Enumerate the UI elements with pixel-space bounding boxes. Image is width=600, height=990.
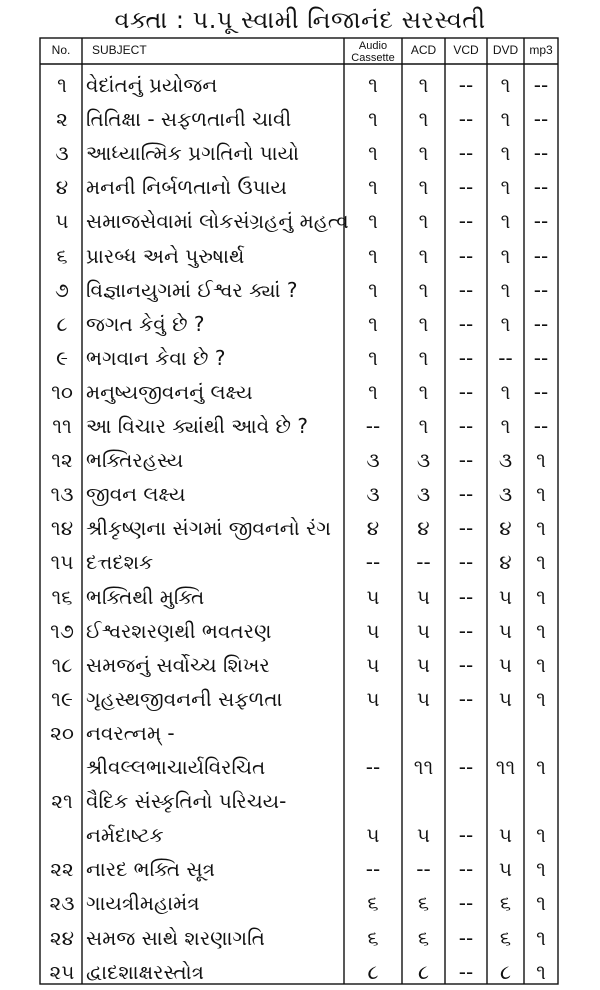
row-audio-cassette: ૧	[368, 278, 378, 302]
row-audio-cassette: --	[365, 857, 381, 881]
row-vcd: --	[458, 380, 474, 404]
row-subject: સમજ સાથે શરણાગતિ	[86, 926, 265, 950]
row-number: ૧૧	[52, 414, 72, 438]
row-vcd: --	[458, 175, 474, 199]
row-acd: ૧	[418, 414, 429, 438]
row-number: ૧૩	[50, 482, 74, 506]
row-acd: ૫	[416, 687, 431, 711]
row-audio-cassette: ૧	[368, 380, 378, 404]
row-subject: શ્રીકૃષ્ણના સંગમાં જીવનનો રંગ	[86, 516, 331, 540]
row-subject: ભગવાન કેવા છે ?	[86, 346, 226, 370]
row-vcd: --	[458, 209, 474, 233]
row-dvd: ૮	[500, 960, 511, 984]
row-vcd: --	[458, 926, 474, 950]
row-dvd: ૧	[500, 107, 511, 131]
row-subject: ઈશ્વરશરણથી ભવતરણ	[86, 619, 272, 643]
row-vcd: --	[458, 857, 474, 881]
row-subject: મનની નિર્બળતાનો ઉપાય	[86, 175, 287, 199]
row-dvd: ૪	[499, 516, 512, 540]
row-mp3: ૧	[536, 448, 546, 472]
row-mp3: ૧	[536, 516, 546, 540]
row-acd: ૧	[418, 380, 429, 404]
row-number: ૨૦	[50, 721, 74, 745]
row-acd: ૧	[418, 244, 429, 268]
row-number	[44, 751, 80, 783]
row-number: ૨૩	[49, 891, 75, 915]
row-vcd: --	[458, 516, 474, 540]
row-number: ૫	[55, 209, 69, 233]
row-acd: --	[416, 857, 431, 881]
row-number: ૨૫	[49, 960, 75, 984]
row-acd: ૫	[416, 823, 431, 847]
row-acd: ૧	[418, 141, 429, 165]
row-vcd: --	[458, 141, 474, 165]
row-audio-cassette: ૩	[366, 448, 380, 472]
row-mp3: --	[533, 346, 549, 370]
row-subject: સમજનું સર્વોચ્ચ શિખર	[86, 653, 270, 677]
row-acd: ૧	[418, 312, 429, 336]
row-number: ૨૧	[51, 789, 73, 813]
row-vcd: --	[458, 755, 474, 779]
row-number: ૧	[57, 73, 67, 97]
header-no: No.	[51, 43, 71, 57]
row-number: ૬	[56, 244, 68, 268]
row-subject: જગત કેવું છે ?	[86, 312, 205, 336]
row-vcd: --	[458, 107, 474, 131]
row-number: ૭	[55, 278, 69, 302]
row-dvd: --	[498, 346, 513, 370]
row-subject: દ્વાદશાક્ષરસ્તોત્ર	[86, 960, 204, 984]
row-subject: નર્મદાષ્ટક	[86, 823, 164, 847]
row-dvd: ૧	[500, 175, 511, 199]
row-number: ૧૭	[50, 619, 74, 643]
row-acd: ૫	[416, 585, 431, 609]
row-subject: ભક્તિથી મુક્તિ	[86, 585, 205, 609]
row-vcd: --	[458, 244, 474, 268]
row-audio-cassette: --	[365, 414, 381, 438]
row-number: ૮	[56, 312, 68, 336]
row-number	[44, 819, 80, 851]
row-dvd: ૫	[498, 619, 513, 643]
row-mp3: ૧	[536, 687, 546, 711]
row-mp3: ૧	[536, 857, 546, 881]
header-dvd: DVD	[492, 43, 519, 57]
row-audio-cassette: ૫	[366, 653, 380, 677]
row-subject: વેદાંતનું પ્રયોજન	[86, 73, 218, 97]
row-mp3: ૧	[536, 482, 546, 506]
row-subject: મનુષ્યજીવનનું લક્ષ્ય	[86, 380, 253, 404]
row-mp3: ૧	[536, 755, 546, 779]
row-subject: ભક્તિરહસ્ય	[86, 448, 184, 472]
row-number: ૯	[56, 346, 68, 370]
row-audio-cassette: ૧	[368, 346, 378, 370]
row-subject: શ્રીવલ્લભાચાર્યવિરચિત	[86, 755, 266, 779]
row-mp3: --	[533, 244, 549, 268]
row-dvd: ૧	[500, 380, 511, 404]
row-mp3: ૧	[536, 891, 546, 915]
row-audio-cassette: ૫	[366, 687, 380, 711]
row-audio-cassette: ૫	[366, 585, 380, 609]
row-number: ૧૨	[51, 448, 73, 472]
row-audio-cassette: ૮	[367, 960, 379, 984]
row-acd: --	[416, 550, 431, 574]
row-acd: ૩	[416, 482, 431, 506]
row-mp3: --	[533, 312, 549, 336]
row-mp3: ૧	[536, 926, 546, 950]
row-acd	[402, 717, 445, 749]
row-number: ૧૫	[50, 550, 74, 574]
row-acd: ૧	[418, 209, 429, 233]
row-mp3: --	[533, 380, 549, 404]
row-audio-cassette: ૬	[367, 891, 379, 915]
row-vcd: --	[458, 891, 474, 915]
row-audio-cassette: ૬	[367, 926, 379, 950]
row-subject: નારદ ભક્તિ સૂત્ર	[86, 857, 215, 881]
row-number: ૧૦	[51, 380, 73, 404]
row-vcd: --	[458, 687, 474, 711]
row-number: ૧૯	[51, 687, 73, 711]
row-vcd: --	[458, 585, 474, 609]
row-subject: દત્તદશક	[86, 550, 154, 574]
row-dvd: ૩	[498, 448, 513, 472]
row-number: ૨૨	[50, 857, 74, 881]
header-vcd: VCD	[453, 43, 479, 57]
row-dvd: ૧	[500, 73, 511, 97]
row-dvd: ૫	[498, 585, 513, 609]
row-dvd: ૧	[500, 278, 511, 302]
row-acd: ૧૧	[413, 755, 434, 779]
row-audio-cassette: ૧	[368, 209, 378, 233]
row-mp3: --	[533, 73, 549, 97]
row-mp3: ૧	[536, 619, 546, 643]
row-dvd: ૬	[499, 891, 512, 915]
row-audio-cassette	[344, 717, 402, 749]
row-subject: જીવન લક્ષ્ય	[86, 482, 186, 506]
row-audio-cassette: ૧	[368, 141, 378, 165]
row-acd: ૮	[418, 960, 429, 984]
row-acd: ૬	[417, 891, 430, 915]
row-subject: આ વિચાર ક્યાંથી આવે છે ?	[86, 414, 308, 438]
row-audio-cassette: ૧	[368, 312, 378, 336]
row-acd	[402, 785, 445, 817]
row-audio-cassette: --	[365, 550, 381, 574]
row-acd: ૧	[418, 73, 429, 97]
row-dvd: ૫	[498, 687, 513, 711]
row-subject: વિજ્ઞાનયુગમાં ઈશ્વર ક્યાં ?	[86, 278, 298, 302]
row-mp3: --	[533, 141, 549, 165]
row-audio-cassette: ૧	[368, 107, 378, 131]
row-number: ૧૮	[51, 653, 73, 677]
row-mp3	[524, 717, 558, 749]
row-subject: સમાજસેવામાં લોકસંગ્રહનું મહત્વ	[86, 209, 349, 233]
row-dvd: ૫	[498, 653, 513, 677]
row-mp3: --	[533, 175, 549, 199]
row-acd: ૫	[416, 653, 431, 677]
row-vcd: --	[458, 73, 474, 97]
row-vcd: --	[458, 823, 474, 847]
row-subject: પ્રારબ્ધ અને પુરુષાર્થ	[86, 244, 245, 268]
page-title: વક્તા : પ.પૂ સ્વામી નિજાનંદ સરસ્વતી	[114, 6, 486, 34]
row-acd: ૧	[418, 278, 429, 302]
row-audio-cassette: ૩	[366, 482, 380, 506]
row-audio-cassette: ૪	[366, 516, 380, 540]
row-dvd: ૬	[499, 926, 512, 950]
row-subject: વૈદિક સંસ્કૃતિનો પરિચય-	[86, 789, 287, 813]
row-mp3: ૧	[536, 823, 546, 847]
row-dvd	[487, 717, 524, 749]
row-vcd: --	[458, 278, 474, 302]
row-audio-cassette: ૫	[366, 823, 380, 847]
row-audio-cassette: --	[365, 755, 381, 779]
row-vcd: --	[458, 312, 474, 336]
row-dvd: ૧૧	[495, 755, 516, 779]
row-audio-cassette: ૧	[368, 175, 378, 199]
row-number: ૧૬	[51, 585, 73, 609]
row-mp3: ૧	[536, 585, 546, 609]
row-dvd: ૫	[498, 823, 513, 847]
row-vcd	[445, 717, 487, 749]
row-vcd: --	[458, 619, 474, 643]
row-subject: આધ્યાત્મિક પ્રગતિનો પાયો	[86, 141, 299, 165]
row-audio-cassette: ૧	[368, 73, 378, 97]
row-subject: ગાયત્રીમહામંત્ર	[86, 891, 200, 915]
row-dvd: ૧	[500, 141, 511, 165]
row-audio-cassette: ૧	[368, 244, 378, 268]
row-acd: ૪	[417, 516, 430, 540]
row-subject: તિતિક્ષા - સફળતાની ચાવી	[86, 107, 292, 131]
row-subject: નવરત્નમ્ -	[86, 721, 175, 745]
row-dvd: ૩	[498, 482, 513, 506]
row-number: ૪	[55, 175, 69, 199]
row-vcd	[445, 785, 487, 817]
row-vcd: --	[458, 346, 474, 370]
row-dvd: ૧	[500, 244, 511, 268]
row-number: ૨૪	[49, 926, 75, 950]
row-acd: ૧	[418, 175, 429, 199]
row-mp3: --	[533, 414, 549, 438]
row-vcd: --	[458, 550, 474, 574]
row-vcd: --	[458, 482, 474, 506]
row-acd: ૬	[417, 926, 430, 950]
row-number: ૨	[56, 107, 68, 131]
row-dvd: ૧	[500, 414, 511, 438]
row-number: ૧૪	[50, 516, 74, 540]
row-mp3	[524, 785, 558, 817]
row-number: ૩	[55, 141, 69, 165]
row-dvd: ૪	[499, 550, 512, 574]
row-mp3: --	[533, 278, 549, 302]
row-acd: ૫	[416, 619, 431, 643]
row-dvd: ૫	[498, 857, 513, 881]
row-mp3: --	[533, 209, 549, 233]
row-dvd: ૧	[500, 312, 511, 336]
row-mp3: ૧	[536, 653, 546, 677]
row-vcd: --	[458, 448, 474, 472]
row-mp3: ૧	[536, 550, 546, 574]
row-audio-cassette: ૫	[366, 619, 380, 643]
row-vcd: --	[458, 960, 474, 984]
header-audio-cassette: Audio Cassette	[351, 40, 395, 64]
row-audio-cassette	[344, 785, 402, 817]
row-subject: ગૃહસ્થજીવનની સફળતા	[86, 687, 283, 711]
header-acd: ACD	[410, 43, 437, 57]
row-dvd: ૧	[500, 209, 511, 233]
row-acd: ૧	[418, 107, 429, 131]
header-subject: SUBJECT	[92, 43, 147, 57]
row-dvd	[487, 785, 524, 817]
row-acd: ૧	[418, 346, 429, 370]
row-mp3: ૧	[536, 960, 546, 984]
header-mp3: mp3	[529, 43, 553, 57]
row-mp3: --	[533, 107, 549, 131]
row-acd: ૩	[416, 448, 431, 472]
row-vcd: --	[458, 653, 474, 677]
row-vcd: --	[458, 414, 474, 438]
